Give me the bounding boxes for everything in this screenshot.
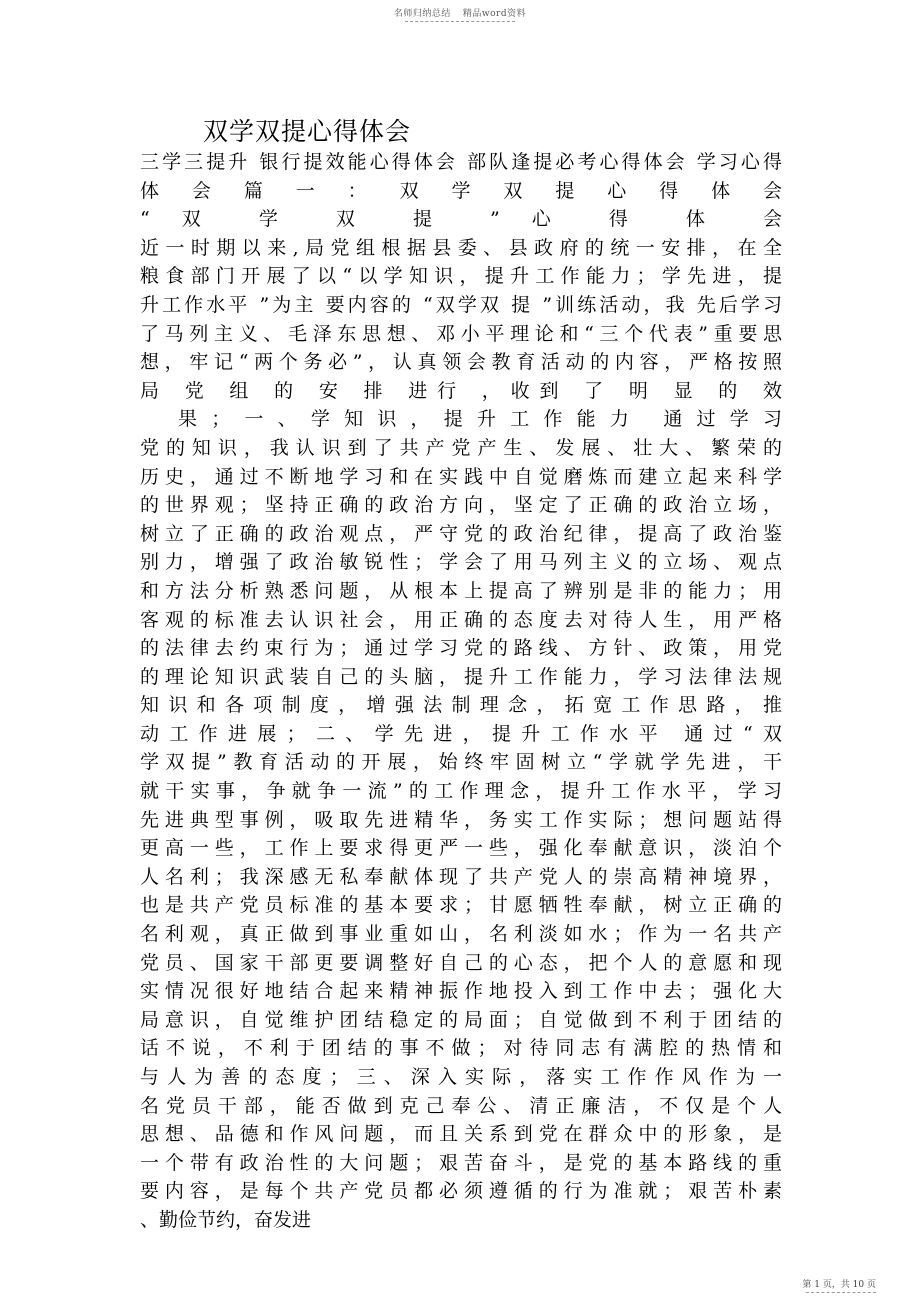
- text-line: 果；一、学知识，提升工作能力 通过学习: [178, 408, 782, 431]
- document-body: [140, 148, 782, 1235]
- page-number: 第 1 页，共 10 页: [802, 1280, 876, 1290]
- text-line: 也是共产党员标准的基本要求；甘愿牺牲奉献，树立正确的: [140, 894, 782, 917]
- text-line: 近一时期以来,局党组根据县委、县政府的统一安排，在全: [140, 236, 782, 259]
- text-line: 要内容，是每个共产党员都必须遵循的行为准就；艰苦朴素: [140, 1180, 782, 1203]
- text-line: 想，牢记“两个务必”，认真领会教育活动的内容，严格按照: [140, 351, 782, 374]
- text-line: 历史，通过不断地学习和在实践中自觉磨炼而建立起来科学: [140, 465, 782, 488]
- header-left-text: 名师归纳总结: [393, 9, 451, 19]
- text-line: 知识和各项制度，增强法制理念，拓宽工作思路，推: [140, 694, 782, 717]
- text-line: 客观的标准去认识社会，用正确的态度去对待人生，用严格: [140, 608, 782, 631]
- text-line: 局意识，自觉维护团结稳定的局面；自觉做到不利于团结的: [140, 1008, 782, 1031]
- text-line: 名党员干部，能否做到克己奉公、清正廉洁，不仅是个人: [140, 1094, 782, 1117]
- footer-divider: [806, 1292, 876, 1293]
- header-divider: [405, 21, 515, 22]
- text-line: 思想、品德和作风问题，而且关系到党在群众中的形象，是: [140, 1123, 782, 1146]
- text-line: 人名利；我深感无私奉献体现了共产党人的崇高精神境界，: [140, 865, 782, 888]
- text-line: 就干实事，争就争一流”的工作理念，提升工作水平，学习: [140, 780, 782, 803]
- text-line: 体 会 篇 一 ： 双 学 双 提 心 得 体 会: [140, 179, 782, 202]
- text-line: 名利观，真正做到事业重如山，名利淡如水；作为一名共产: [140, 923, 782, 946]
- page-header: [0, 6, 920, 22]
- text-line: 动工作进展；二、学先进，提升工作水平 通过“双: [140, 722, 782, 745]
- text-line: 先进典型事例，吸取先进精华，务实工作实际；想问题站得: [140, 808, 782, 831]
- text-line: 党员、国家干部更要调整好自己的心态，把个人的意愿和现: [140, 951, 782, 974]
- text-line: 了马列主义、毛泽东思想、邓小平理论和“三个代表”重要思: [140, 322, 782, 345]
- text-line: 三学三提升 银行提效能心得体会 部队逢提必考心得体会 学习心得: [140, 151, 782, 173]
- header-right-text: 精品word资料: [462, 9, 527, 19]
- text-line: 与人为善的态度；三、深入实际，落实工作作风作为一: [140, 1066, 782, 1088]
- text-line: 粮食部门开展了以“以学知识，提升工作能力；学先进，提: [140, 265, 782, 288]
- text-line: 的理论知识武装自己的头脑，提升工作能力，学习法律法规: [140, 665, 782, 688]
- text-line: 和方法分析熟悉问题，从根本上提高了辨别是非的能力；用: [140, 579, 782, 602]
- text-line: 党的知识，我认识到了共产党产生、发展、壮大、繁荣的: [140, 436, 782, 459]
- text-line: 局 党 组 的 安 排 进行 ，收到 了 明 显 的 效: [140, 379, 782, 402]
- text-line: 的世界观；坚持正确的政治方向，坚定了正确的政治立场，: [140, 494, 782, 517]
- page-footer: [802, 1277, 876, 1293]
- text-line: 实情况很好地结合起来精神振作地投入到工作中去；强化大: [140, 980, 782, 1003]
- text-line: 一个带有政治性的大问题；艰苦奋斗，是党的基本路线的重: [140, 1151, 782, 1174]
- text-line: 升工作水平 ”为主 要内容的 “双学双 提 ”训练活动，我 先后学习: [140, 293, 782, 316]
- text-line: 学双提”教育活动的开展，始终牢固树立“学就学先进，干: [140, 751, 782, 774]
- text-line: 树立了正确的政治观点，严守党的政治纪律，提高了政治鉴: [140, 522, 782, 545]
- text-line: 更高一些，工作上要求得更严一些，强化奉献意识，淡泊个: [140, 837, 782, 860]
- text-line: 别力，增强了政治敏锐性；学会了用马列主义的立场、观点: [140, 551, 782, 574]
- text-line: 的法律去约束行为；通过学习党的路线、方针、政策，用党: [140, 637, 782, 660]
- document-title: 双学双提心得体会: [203, 117, 412, 146]
- text-line: 、勤俭节约，奋发进: [140, 1208, 312, 1231]
- text-line: 话不说，不利于团结的事不做；对待同志有满腔的热情和: [140, 1037, 782, 1060]
- text-line: “ 双 学 双 提 ” 心 得 体 会: [140, 208, 782, 231]
